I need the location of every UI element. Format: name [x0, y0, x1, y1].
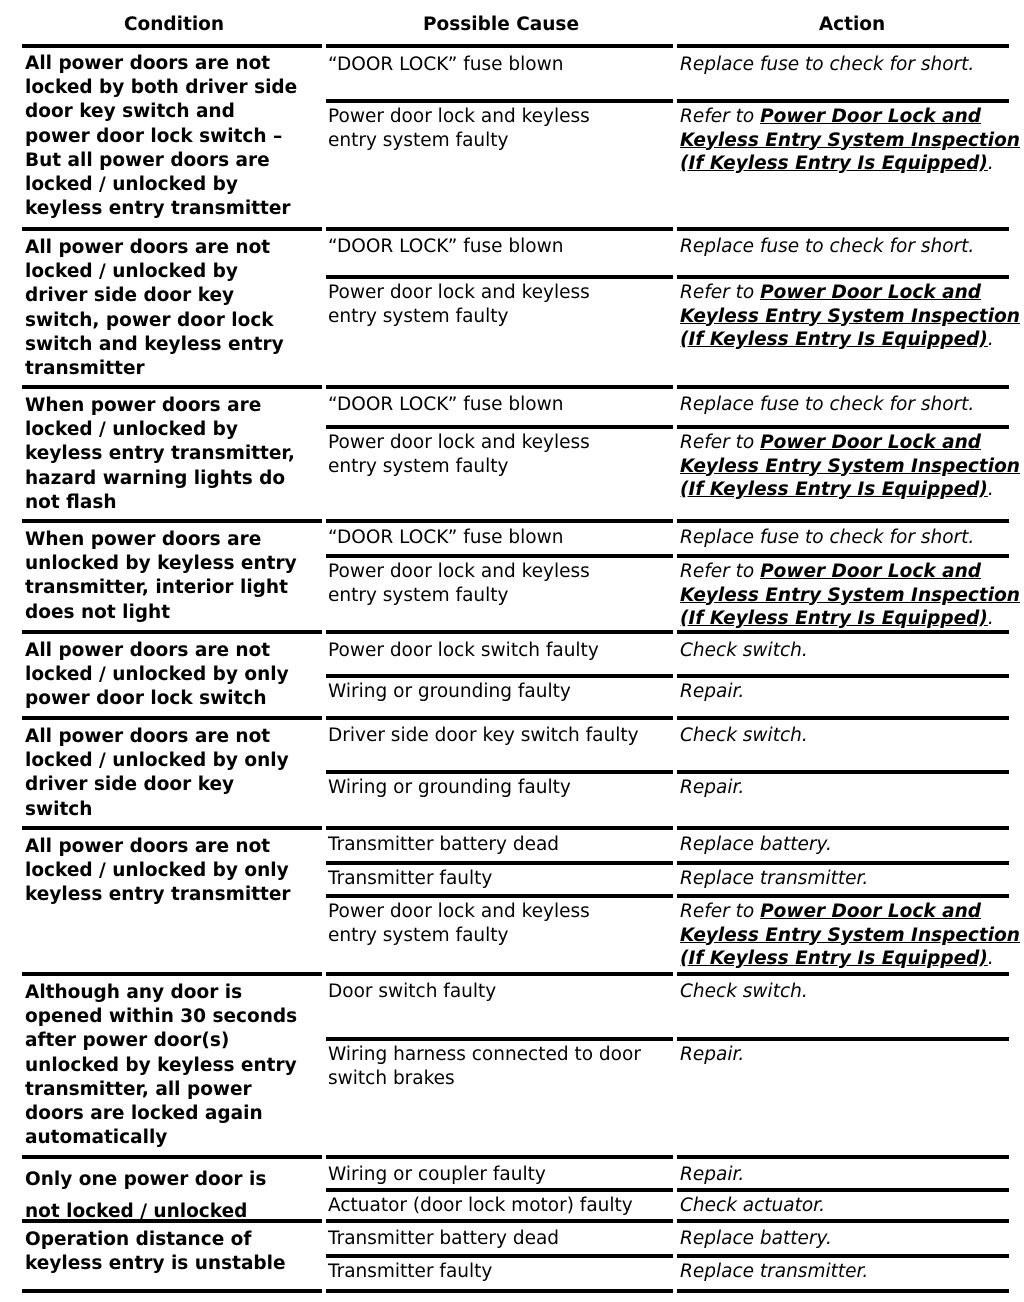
refer-prefix: Refer to	[680, 901, 761, 922]
condition-line: driver side door key	[25, 774, 235, 796]
action-text	[680, 560, 1024, 631]
inspection-link[interactable]: Power Door Lock and	[760, 901, 981, 922]
condition-line: When power doors are	[25, 529, 262, 550]
condition-line: All power doors are not	[25, 53, 271, 74]
sub-row-divider	[677, 1037, 1009, 1041]
condition-line: power door lock switch –	[25, 125, 283, 147]
cause-line: Door switch faulty	[328, 981, 497, 1002]
sub-row-divider	[326, 99, 673, 103]
condition-line: keyless entry transmitter	[25, 884, 291, 906]
action-text: Repair.	[680, 1164, 745, 1185]
condition-line: Only one power door is	[25, 1169, 267, 1190]
sub-row-divider	[677, 770, 1009, 774]
condition-line: transmitter	[25, 358, 145, 380]
row-divider	[677, 1219, 1009, 1223]
row-divider	[22, 826, 322, 830]
condition-line: after power door(s)	[25, 1030, 230, 1052]
condition-line: locked / unlocked by	[25, 261, 238, 283]
row-divider	[22, 972, 322, 976]
cause-line: Power door lock switch faulty	[328, 640, 599, 661]
condition-text	[25, 528, 323, 625]
cause-text	[328, 1043, 674, 1091]
cause-text	[328, 1194, 674, 1218]
condition-line: hazard warning lights do	[25, 467, 286, 489]
refer-prefix: Refer to	[680, 106, 761, 127]
cause-text	[328, 724, 674, 748]
row-divider	[22, 519, 322, 523]
row-divider	[326, 630, 673, 634]
refer-suffix: .	[987, 153, 994, 174]
refer-prefix: Refer to	[680, 432, 761, 453]
action-text	[680, 281, 1024, 352]
sub-row-divider	[326, 861, 673, 865]
sub-row-divider	[326, 1037, 673, 1041]
condition-line: switch and keyless entry	[25, 333, 284, 355]
cause-text	[328, 867, 674, 891]
cause-text	[328, 1260, 674, 1284]
cause-line: Power door lock and keyless	[328, 106, 590, 127]
condition-line: keyless entry transmitter,	[25, 443, 295, 465]
row-divider	[22, 227, 322, 231]
action-text: Replace fuse to check for short.	[680, 236, 975, 257]
refer-suffix: .	[987, 479, 994, 500]
inspection-link[interactable]: Keyless Entry System Inspection	[680, 924, 1020, 946]
condition-text	[25, 725, 323, 822]
row-divider	[22, 44, 322, 48]
cause-text	[328, 53, 674, 77]
cause-text	[328, 281, 674, 329]
action-text: Repair.	[680, 1044, 745, 1065]
inspection-link[interactable]: (If Keyless Entry Is Equipped)	[680, 329, 988, 350]
row-divider	[22, 1219, 322, 1223]
sub-row-divider	[677, 861, 1009, 865]
cause-line: entry system faulty	[328, 585, 509, 607]
condition-line: locked / unlocked by	[25, 174, 238, 196]
row-divider	[22, 716, 322, 720]
row-divider	[677, 227, 1009, 231]
action-text: Repair.	[680, 681, 745, 702]
header-cause: Possible Cause	[423, 14, 579, 35]
refer-prefix: Refer to	[680, 561, 761, 582]
sub-row-divider	[326, 1188, 673, 1192]
condition-line: power door lock switch	[25, 688, 267, 710]
row-divider	[677, 44, 1009, 48]
cause-text	[328, 560, 674, 608]
condition-line: switch	[25, 798, 93, 820]
sub-row-divider	[326, 425, 673, 429]
cause-line: entry system faulty	[328, 925, 509, 947]
condition-line: opened within 30 seconds	[25, 1006, 298, 1028]
refer-suffix: .	[987, 608, 994, 629]
condition-line: All power doors are not	[25, 836, 271, 857]
sub-row-divider	[677, 1254, 1009, 1258]
condition-line: switch, power door lock	[25, 309, 274, 331]
condition-line: transmitter, interior light	[25, 577, 288, 599]
sub-row-divider	[677, 275, 1009, 279]
action-text: Replace battery.	[680, 834, 832, 855]
sub-row-divider	[677, 99, 1009, 103]
inspection-link[interactable]: Power Door Lock and	[760, 106, 981, 127]
row-divider	[326, 227, 673, 231]
action-text: Check switch.	[680, 640, 808, 661]
cause-text	[328, 235, 674, 259]
condition-line: locked / unlocked by only	[25, 860, 289, 882]
condition-line: transmitter, all power	[25, 1078, 252, 1100]
cause-line: “DOOR LOCK” fuse blown	[328, 527, 564, 548]
cause-line: Power door lock and keyless	[328, 282, 590, 303]
inspection-link[interactable]: Keyless Entry System Inspection	[680, 584, 1020, 606]
header-condition: Condition	[123, 14, 225, 35]
sub-row-divider	[326, 1254, 673, 1258]
sub-row-divider	[326, 674, 673, 678]
row-divider	[677, 1155, 1009, 1159]
condition-line: locked / unlocked by only	[25, 750, 289, 772]
cause-line: “DOOR LOCK” fuse blown	[328, 236, 564, 257]
row-divider	[677, 716, 1009, 720]
row-divider	[677, 972, 1009, 976]
cause-text	[328, 639, 674, 663]
condition-text	[25, 1228, 323, 1276]
inspection-link[interactable]: Keyless Entry System Inspection	[680, 129, 1020, 151]
row-divider	[326, 1219, 673, 1223]
condition-line: Although any door is	[25, 982, 243, 1003]
cause-line: Wiring or grounding faulty	[328, 777, 571, 798]
row-divider	[22, 1155, 322, 1159]
cause-text	[328, 1163, 674, 1187]
action-text	[680, 431, 1024, 502]
condition-text	[25, 981, 323, 1150]
sub-row-divider	[326, 275, 673, 279]
row-divider	[22, 1289, 322, 1293]
cause-text	[328, 526, 674, 550]
row-divider	[326, 1289, 673, 1293]
condition-line: doors are locked again	[25, 1103, 263, 1125]
row-divider	[677, 385, 1009, 389]
cause-line: entry system faulty	[328, 306, 509, 328]
inspection-link[interactable]: Keyless Entry System Inspection	[680, 305, 1020, 327]
cause-line: “DOOR LOCK” fuse blown	[328, 54, 564, 75]
condition-line: not locked / unlocked	[25, 1201, 248, 1222]
cause-line: Wiring or coupler faulty	[328, 1164, 546, 1185]
action-text: Check switch.	[680, 981, 808, 1002]
condition-line: unlocked by keyless entry	[25, 1054, 297, 1076]
cause-line: Wiring harness connected to door	[328, 1044, 641, 1065]
condition-line: All power doors are not	[25, 237, 271, 258]
refer-prefix: Refer to	[680, 282, 761, 303]
sub-row-divider	[326, 894, 673, 898]
sub-row-divider	[326, 554, 673, 558]
cause-text	[328, 900, 674, 948]
row-divider	[22, 385, 322, 389]
row-divider	[677, 630, 1009, 634]
row-divider	[326, 519, 673, 523]
action-text	[680, 105, 1024, 176]
action-text: Replace fuse to check for short.	[680, 394, 975, 415]
inspection-link[interactable]: (If Keyless Entry Is Equipped)	[680, 153, 988, 174]
condition-line: driver side door key	[25, 285, 235, 307]
sub-row-divider	[326, 770, 673, 774]
cause-line: Wiring or grounding faulty	[328, 681, 571, 702]
action-text: Replace fuse to check for short.	[680, 527, 975, 548]
cause-line: “DOOR LOCK” fuse blown	[328, 394, 564, 415]
action-text: Check switch.	[680, 725, 808, 746]
condition-line: All power doors are not	[25, 726, 271, 747]
refer-suffix: .	[987, 329, 994, 350]
sub-row-divider	[677, 1188, 1009, 1192]
action-text: Replace battery.	[680, 1228, 832, 1249]
cause-line: Power door lock and keyless	[328, 561, 590, 582]
sub-row-divider	[677, 425, 1009, 429]
action-text: Check actuator.	[680, 1195, 825, 1216]
inspection-link[interactable]: (If Keyless Entry Is Equipped)	[680, 479, 988, 500]
inspection-link[interactable]: Power Door Lock and	[760, 432, 981, 453]
cause-text	[328, 833, 674, 857]
inspection-link[interactable]: Power Door Lock and	[760, 282, 981, 303]
inspection-link[interactable]: Keyless Entry System Inspection	[680, 455, 1020, 477]
row-divider	[326, 826, 673, 830]
row-divider	[326, 44, 673, 48]
row-divider	[677, 519, 1009, 523]
row-divider	[677, 826, 1009, 830]
condition-line: automatically	[25, 1127, 168, 1149]
condition-line: keyless entry transmitter	[25, 198, 291, 220]
sub-row-divider	[677, 554, 1009, 558]
action-text: Replace transmitter.	[680, 868, 869, 889]
row-divider	[326, 1155, 673, 1159]
cause-line: Actuator (door lock motor) faulty	[328, 1195, 633, 1216]
action-text: Replace transmitter.	[680, 1261, 869, 1282]
condition-line: Operation distance of	[25, 1229, 252, 1250]
condition-text	[25, 639, 323, 712]
cause-line: Power door lock and keyless	[328, 432, 590, 453]
row-divider	[326, 716, 673, 720]
cause-line: Transmitter faulty	[328, 868, 493, 889]
cause-line: Driver side door key switch faulty	[328, 725, 639, 746]
refer-suffix: .	[987, 948, 994, 969]
cause-line: Transmitter battery dead	[328, 834, 560, 855]
condition-text	[25, 394, 323, 515]
condition-text	[25, 52, 323, 221]
cause-text	[328, 1227, 674, 1251]
condition-text	[25, 835, 323, 908]
row-divider	[326, 385, 673, 389]
row-divider	[22, 630, 322, 634]
condition-line: But all power doors are	[25, 149, 270, 171]
cause-line: switch brakes	[328, 1068, 455, 1090]
header-action: Action	[818, 14, 886, 35]
row-divider	[677, 1289, 1009, 1293]
condition-text	[25, 236, 323, 381]
condition-line: door key switch and	[25, 101, 235, 123]
condition-line: keyless entry is unstable	[25, 1253, 286, 1275]
action-text: Repair.	[680, 777, 745, 798]
inspection-link[interactable]: (If Keyless Entry Is Equipped)	[680, 608, 988, 629]
sub-row-divider	[677, 674, 1009, 678]
cause-line: entry system faulty	[328, 456, 509, 478]
cause-text	[328, 776, 674, 800]
cause-line: entry system faulty	[328, 130, 509, 152]
cause-line: Transmitter battery dead	[328, 1228, 560, 1249]
condition-line: does not light	[25, 601, 171, 623]
cause-text	[328, 431, 674, 479]
condition-line: locked by both driver side	[25, 77, 298, 99]
cause-line: Transmitter faulty	[328, 1261, 493, 1282]
condition-line: not flash	[25, 491, 117, 513]
row-divider	[326, 972, 673, 976]
cause-text	[328, 980, 674, 1004]
condition-line: When power doors are	[25, 395, 262, 416]
inspection-link[interactable]: Power Door Lock and	[760, 561, 981, 582]
action-text: Replace fuse to check for short.	[680, 54, 975, 75]
condition-line: locked / unlocked by only	[25, 664, 289, 686]
cause-text	[328, 393, 674, 417]
action-text	[680, 900, 1024, 971]
cause-text	[328, 105, 674, 153]
condition-line: locked / unlocked by	[25, 419, 238, 441]
condition-line: unlocked by keyless entry	[25, 553, 297, 575]
sub-row-divider	[677, 894, 1009, 898]
cause-text	[328, 680, 674, 704]
cause-line: Power door lock and keyless	[328, 901, 590, 922]
inspection-link[interactable]: (If Keyless Entry Is Equipped)	[680, 948, 988, 969]
condition-line: All power doors are not	[25, 640, 271, 661]
